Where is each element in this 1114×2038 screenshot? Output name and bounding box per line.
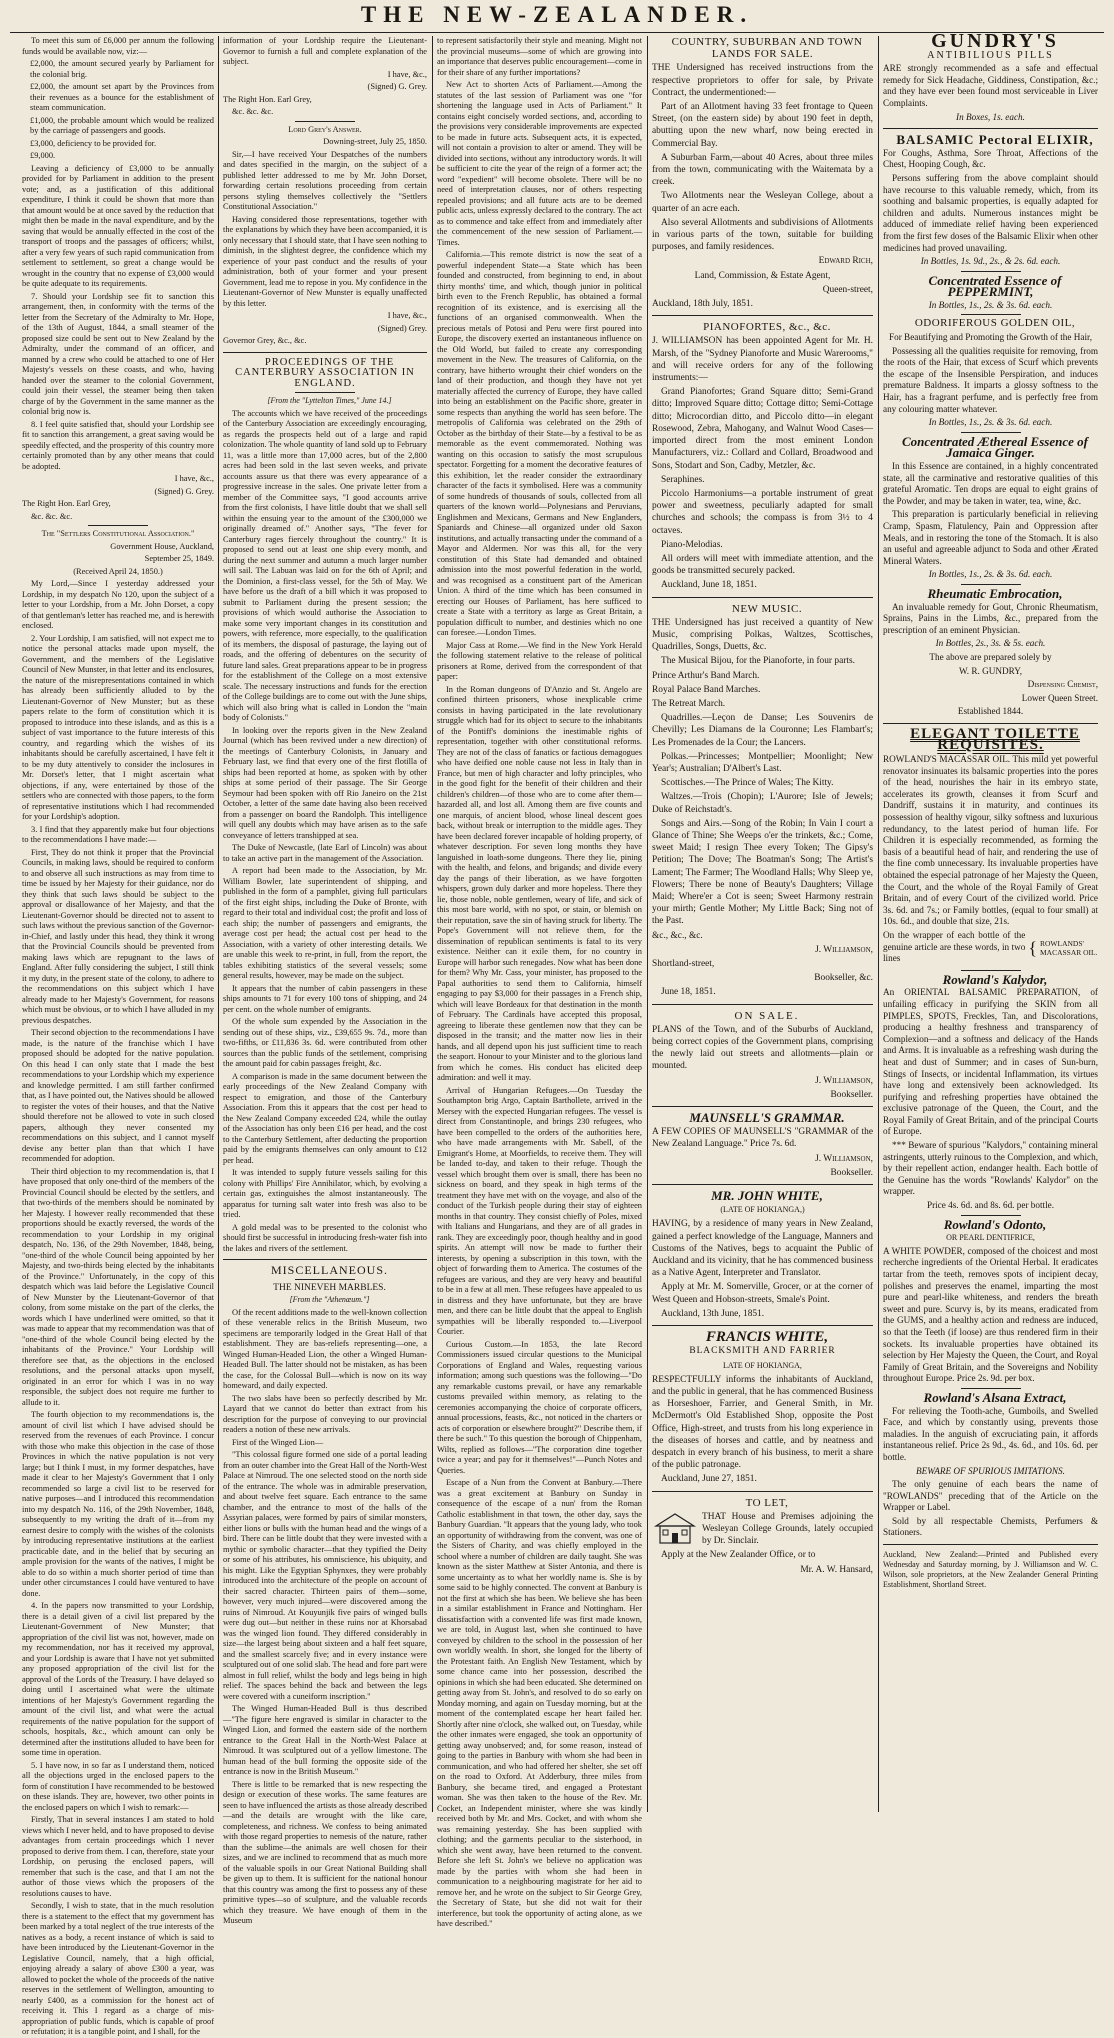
ad-warning: BEWARE OF SPURIOUS IMITATIONS. xyxy=(916,1465,1065,1476)
paragraph: The accounts which we have received of the proceedings of the Canterbury Association are exceedingly encouraging, as regards the prospects held out of a large and rapid colonization. The whole quantity of land sold up to February 11, was a little more than 17,000 acres, but of the 2,800 acres had been sold in the last seven weeks, and private accounts assure us that there was every appearance of a progressive increase in the sales. One private letter from a member of the Committee says, "I good accounts arrive from the first colonists, I have little doubt that we shall sell within the ensuing year to the amount of the £300,000 we originally dreamed of." Another says, "The fever for Canterbury rages fiercely throughout the country." It is proposed to send out at least one ship every month, and during the next summer and autumn a much larger number will sail. The Labuan was laid on for the 6th of April; and the Dominion, a first-class vessel, for the 5th of May. We have before us the draft of a bill which it was proposed to submit to Parliament during the present session; the provisions of which would authorise the Association to make some very important changes in its constitution and powers, with reference, more especially, to the qualification of its members, the disposal of pasturage, the laying out of roads, and the offering of debentures on the security of future land sales. Great preparations appear to be in progress for the establishment of the College on a most extensive scale. The necessary instructions and funds for the erection of the College buildings are to come out with the June ships, which will also bring what is called in London the "main body of Colonists." xyxy=(223,408,427,722)
paragraph: It appears that the number of cabin passengers in these ships amounts to 71 for every 100 tons of shipping, and 24 per cent. on the whole number of emigrants. xyxy=(223,983,427,1014)
ad-subtitle: For Beautifying and Promoting the Growth of the Hair, xyxy=(889,332,1092,343)
column-1 xyxy=(22,36,214,2036)
ad-text: In this Essence are contained, in a highly concentrated state, all the carminative and restorative qualities of this grateful Aromatic. Ten drops are equal to eight grains of the Powder, and may be taken in water, tea, wine, &c. xyxy=(883,461,1098,506)
paragraph: Secondly, I wish to state, that in the much resolution there is a statement to the effect that my government has been marked by a total neglect of the true interests of the natives as a body, a recent instance of which is said to have been introduced by the Lieutenant-Governor in the Legislative Council, namely, that a high official, enjoying already a salary of above £300 a year, was allowed to pocket the whole of the proceeds of the native reserves in the settlement of Wellington, amounting to nearly £400, as a commission for the honest act of receiving it. This I regard as a charge of mis-appropriation of public funds, which is capable of proof or refutation; it is a tangible point, and I shall, for the xyxy=(22,1901,214,2036)
divider xyxy=(961,970,1021,971)
addressee: Governor Grey, &c., &c. xyxy=(223,336,307,345)
brace-icon: { xyxy=(1028,937,1037,958)
divider xyxy=(223,1259,427,1260)
ad-title: MAUNSELL'S GRAMMAR. xyxy=(689,1110,845,1126)
list-item: £2,000, the amount set apart by the Provinces from their revenues as a bounce for the establishment of steam communication. xyxy=(30,82,214,112)
ad-text: A FEW COPIES OF MAUNSELL'S "GRAMMAR of the New Zealand Language." Price 7s. 6d. xyxy=(652,1127,873,1150)
ad-signature: Bookseller, &c. xyxy=(814,973,873,984)
ad-text: On the wrapper of each bottle of the genuine article are these words, in two lines xyxy=(883,929,1026,964)
ad-text: PLANS of the Town, and of the Suburbs of Auckland, being correct copies of the Government plans, comprising the newly laid out streets and allotments—plain or mounted. xyxy=(652,1024,873,1072)
divider xyxy=(961,271,1021,272)
paragraph: A report had been made to the Association, by Mr. William Bowler, late superintendent of shipping, and published in the form of a pamphlet, giving full particulars of the first eight ships, including the Duke of Bronte, with regard to their total and individual cost; the profit and loss of each ship; the number of passengers and emigrants, the average cost per head; the actual cost per head to the Association, with a variety of other interesting details. We are unable this week to re-print, in full, from the report, the tables exhibiting statistics of the several vessels; some general results, however, may be made on the subject. xyxy=(223,866,427,980)
ad-signature: Bookseller. xyxy=(830,1089,873,1100)
paragraph: The Winged Human-Headed Bull is thus described—"The figure here engraved is similar in character to the Winged Lion, and formed the eastern side of the northern entrance to the Great Hall in the North-West Palace at Nimroud. It was sculptured out of a yellow limestone. The human head of the bull forming the opposite side of the entrance is now in the British Museum." xyxy=(223,1704,427,1776)
signature: I have, &c., xyxy=(387,311,427,320)
dateline: Government House, Auckland, xyxy=(110,541,214,551)
ad-text: Royal Palace Band Marches. xyxy=(652,684,761,695)
divider xyxy=(961,432,1021,433)
ad-text: THE Undersigned has just received a quantity of New Music, comprising Polkas, Waltzes, Scottisches, Quadrilles, Songs, Duetts, &c. xyxy=(652,617,873,653)
ad-text: Grand Pianofortes; Grand Square ditto; Semi-Grand ditto; Improved Square ditto; Cottage ditto; Semi-Cottage ditto; Microcordian ditto, and Piccolo ditto—in elegant Rosewood, Zebra, Mahogany, and Walnut Wood Cases—imported direct from the most eminent London Manufacturers, viz.: Collard and Collard, Broadwood and Sons, Stodart and Son, Cadby, Metzler, &c. xyxy=(652,387,873,471)
paragraph: information of your Lordship require the Lieutenant-Governor to furnish a full and complete explanation of the subject. xyxy=(223,36,427,66)
ad-price: Price 4s. 6d. and 8s. 6d. per bottle. xyxy=(926,1200,1055,1211)
divider xyxy=(652,315,873,316)
ad-text: An invaluable remedy for Gout, Chronic Rheumatism, Sprains, Pains in the Limbs, &c., prepared from the prescription of an eminent Physician. xyxy=(883,601,1098,635)
paragraph: Firstly, That in several instances I am stated to hold views which I never held, and to have proposed to devise advantages from certain proceedings which I never proposed to derive from them. I can, therefore, state your Lordship, on perusing the enclosed papers, will remember that such is the case, and that I am not the author of those views which the proposers of the resolutions causes to have. xyxy=(22,1815,214,1898)
article-title: THE NINEVEH MARBLES. xyxy=(273,1282,386,1293)
column-5-ads xyxy=(883,30,1098,1812)
source-note: [From the "Athenæum."] xyxy=(289,1295,370,1304)
ad-text: Piccolo Harmoniums—a portable instrument of great power and sweetness, peculiarly adapted for small churches and schools; the compass is from 3½ to 4 octaves. xyxy=(652,488,873,536)
ad-text: This preparation is particularly beneficial in relieving Cramp, Spasm, Flatulency, Pain and Oppression after Meals, and in restoring the tone of the Stomach. It is also an useful and agreeable adjunct to Soda and other Ærated Mineral Waters. xyxy=(883,509,1098,566)
paragraph: New Act to shorten Acts of Parliament.—Among the statutes of the last session of Parliament was one "for shortening the language used in Acts of Parliament." It contains eight concisely worded sections, and, according to the provisions very considerable improvements are expected to be made in future acts. Subsequent acts, it is expected, will not contain a provision to alter or amend. They will be divided into sections, without any introductory words. It will be sufficient to cite the year of the reign of a former act; the word "expedient" will become obsolete. There will be no need of interpretation clauses, nor of others respecting repealed provisions; and all future acts are to be deemed public acts, unless expressly declared to the contrary. The act as to commence and take effect from and immediately after the commencement of the new session of Parliament.—Times. xyxy=(437,80,642,247)
ad-signature: W. R. GUNDRY, xyxy=(958,665,1023,676)
paragraph: Their third objection to my recommendation is, that I have proposed that only one-third of the members of the Provincial Council should be elected by the settlers, and that two-thirds of the members should be nominated by her Majesty. I however really recommended that these proportions should be exactly reversed, the words of the recommendation to your Lordship in my original despatch, No. 136, of the 29th November, 1848, being, "one-third of the whole Council being appointed by her Majesty, and two-thirds being elected by the inhabitants of the Province." Unfortunately, in the copy of this despatch which was laid before the Legislative Council of New Munster by the Lieutenant-Governor of that colony, from some mistake on the part of the clerks, the words which I have underlined were omitted, so that it was made to appear that my recommendation was that of "one-third of the whole Council being elected by the inhabitants of the Province." Your Lordship will therefore see that, as the objections in the enclosed resolutions, and the personal attacks upon myself, originated in an error for which I was in no way responsible, the subject does not require me further to allude to it. xyxy=(22,1166,214,1407)
ad-text: For relieving the Tooth-ache, Gumboils, and Swelled Face, and which by constantly using, prevents those maladies. In the anguish of excruciating pain, it affords instantaneous relief. Price 2s 9d., 4s. 6d., and 10s. 6d. per bottle. xyxy=(883,1405,1098,1462)
ad-text: J. WILLIAMSON has been appointed Agent for Mr. H. Marsh, of the "Sydney Pianoforte and Music Warerooms," and will receive orders for any of the following instruments:— xyxy=(652,336,873,384)
ad-subtitle: ANTIBILIOUS PILLS xyxy=(927,49,1054,61)
ad-price: In Bottles, 1s., 2s. & 3s. 6d. each. xyxy=(928,569,1053,580)
paragraph: In the Roman dungeons of D'Anzio and St. Angelo are confined thirteen prisoners, whose inexplicable crime consists in having participated in the late revolutionary struggle which had for its object to secure to the inhabitants of the Pontiff's dominions the inestimable rights of representation, together with other constitutional reforms. They are not of the class of fanatics or factious demagogues who have deified one noble cause not less in Italy than in France, but men of high character and lofty principles, who in the good fight for the benefit of their children and their children's children—of those who are to come after them—hazarded all, and lost all. Among them are five counts and one marquis, of ancient blood, whose lineal descent goes back, without break or interruption to the middle ages. They have been declared forever incapable of holding property, of whatever description. For seven long months they have languished in loath-some dungeons. There they lie, pining with the health, and felons, and brigands; and divide every day the pangs of their liberation, as we have forgotten whispers, grown duly darker and more hopeless. There they lie, those noble, noble gentlemen, weary of life, and sick of this most bare world, with no spot, or stain, or blemish on their reputation, save the sin of having struck for liberty. The Pope's Government will not relieve them, for the dissemination of republican sentiments is fatal to its very existence. Neither can it exile them, for no country in Europe will harbor such renegades. Now what has been done for them? Why Mr. Cass, your minister, has proposed to the Papal authorities to send them to California, himself engaging to pay $3,000 for their passages in a French ship, which will leave Bordeaux for that destination in the month of February. The Cardinals have accepted this proposal, agreeing to liberate these gentlemen now that they can be disposed in the transit; and the matter now lies in their hands, and all depend upon his just sufficient time to reach the seaport. Honour to your Minister and to the glorious land from which he comes. His conduct has elicited deep admiration: and well it may. xyxy=(437,684,642,1082)
ad-signature: Land, Commission, & Estate Agent, xyxy=(694,270,831,281)
paragraph: First, They do not think it proper that the Provincial Councils, in making laws, should be required to conform to and observe all such instructions as may from time to time be issued by her Majesty for their guidance, nor do they think that such laws should be subject to the approval or disallowance of her Majesty, and that the Lieutenant-Governor should be directed not to assent to such laws without the previous sanction of the Governor-in-Chief, and lastly under this head, they think it wrong that the Provincial Councils should be prevented from making laws which are repugnant to the laws of England. After fully considering the subject, I still think it my duty, in the present state of the colony, to adhere to the recommendations on this subject which I have already made to her Majesty's Government, for reasons which must be obvious, or to which I have alluded in my previous despatches. xyxy=(22,847,214,1025)
divider xyxy=(295,1279,355,1280)
column-2 xyxy=(223,36,427,1925)
subheading: Lord Grey's Answer. xyxy=(288,124,362,134)
wrapper-note xyxy=(883,930,1098,967)
ad-signature: Lower Queen Street. xyxy=(1021,692,1098,703)
ad-title: PIANOFORTES, &c., &c. xyxy=(703,321,831,334)
column-3 xyxy=(437,36,642,1928)
ad-date: Auckland, 18th July, 1851. xyxy=(652,299,753,310)
ad-text: A Suburban Farm,—about 40 Acres, about three miles from the town, communicating with the Waitemata by a creek. xyxy=(652,152,873,188)
ad-text: ARE strongly recommended as a safe and effectual remedy for Sick Headache, Giddiness, Constipation, &c.; and they have ever been found most serviceable in Liver Complaints. xyxy=(883,63,1098,108)
ad-text: Possessing all the qualities requisite for removing, from the roots of the Hair, that excess of Scurf which prevents the escape of the Insensible Perspiration, and induces premature Baldness. It imparts a glossy softness to the Hair, has a fragrant perfume, and is perfectly free from any colouring matter whatever. xyxy=(883,345,1098,414)
ad-price: In Bottles, 2s., 3s. & 5s. each. xyxy=(935,638,1046,649)
ad-established: Established 1844. xyxy=(957,706,1024,717)
paragraph: Sir,—I have received Your Despatches of the numbers and dates specified in the margin, on the subject of a published letter addressed to me by Mr. John Dorset, forwarding certain resolutions proceeding from certain persons styling themselves collectively the "Settlers Constitutional Association." xyxy=(223,149,427,211)
ad-title: GUNDRY'S xyxy=(931,30,1059,52)
ad-text: Polkas.—Princesses; Montpellier; Moonlight; New Year's; Australian; D'Albert's Last. xyxy=(652,751,873,774)
paragraph: In looking over the reports given in the New Zealand Journal (which has been revived under a new direction) of the meetings of Canterbury Colonists, in January and February last, we find that every one of the first flotilla of ships had been reported at home, as spoken with by other ships at some period of their passage. The Sir George Seymour had been spoken with off Rio Janeiro on the 21st October, a letter of the same date having also been received from a passenger on board the Randolph. This intelligence will quell any doubts which may have arisen as to the safe conveyance of letters transhipped at sea. xyxy=(223,725,427,840)
ad-title: Concentrated Essence of PEPPERMINT, xyxy=(928,272,1062,300)
ad-text: *** Beware of spurious "Kalydors," containing mineral astringents, utterly ruinous to the Complexion, and which, by their repellent action, endanger health. Each bottle of the Genuine has the words "Rowlands' Kalydor" on the wrapper. xyxy=(883,1140,1098,1197)
signature: (Signed) G. Grey. xyxy=(154,486,214,496)
brace-label: ROWLANDS' MACASSAR OIL. xyxy=(1040,939,1098,958)
ad-signature: Mr. A. W. Hansard, xyxy=(800,1564,873,1575)
paragraph: California.—This remote district is now the seat of a powerful independent State—a State which has been founded and constructed, from beginning to end, in about thirty months' time, and which, though junior in political birth even to the French Republic, has obtained a formal recognition of its existence, and is exercising all the functions of an organised commonwealth. When the precious metals of Potosi and Peru were first poured into Europe, the discovery exerted an instantaneous influence on the Old World, but failed to create any corresponding movement in the New. The treasures of California, on the contrary, have hitherto wrought their chief wonders on the land of their production, and though they have not yet materially affected the currency of Europe, they have called into being an establishment on the Pacific shore, greater in some respects than anything the world has seen before. The metropolis of California was celebrated on the 29th of October as the birthday of their State—by a festival to be as memorable as the event commemorated. Nothing was wanting on this occasion to satisfy the most scrupulous spectator. Forgetting for a moment the decorative features of this exhibition, let the reader consider the extraordinary character of the facts it symbolised. Here was a community of some hundreds of thousands of souls, collected from all quarters of the known world—Polynesians and Peruvians, Englishmen and Mexicans, Germans and New Englanders, Spaniards and Chinese—all organized under old Saxon institutions, and actually transacting under the command of a Mayor and Aldermen. Nor was this all, for the very constitution of this State had demanded and obtained admission into the most powerful federation in the world, and was recognised as a constituent part of the American Union. A third of the time which has been consumed in erecting our Houses of Parliament, has here sufficed to create a State with a territory as large as Great Britain, a population difficult to number, and destinies which no one can foresee.—London Times. xyxy=(437,250,642,637)
ad-date: Auckland, June 27, 1851. xyxy=(661,1474,757,1485)
ad-title: ELEGANT TOILETTE REQUISITES. xyxy=(910,725,1080,754)
divider xyxy=(295,392,355,393)
paragraph: The fourth objection to my recommendations is, the amount of civil list which I have advised should be reserved from the revenues of each Province. I concur with those who make this objection in the case of those Provinces in which the native population is not very large; but I think I must, in my former despatches, have made it clear to her Majesty's Government that I only recommended so large a civil list to be reserved for native purposes—and I introduced this recommendation into my despatch No. 116, of the 29th November, 1848, subsequently to my writing the draft of it—from my earnest desire to comply with the wishes of the colonists by introducing representative institutions at the earliest practicable date, and in the belief that by securing an ample provision for the wants of the natives, I might be able to do so within a much shorter period of time than under other circumstances I could have ventured to have done. xyxy=(22,1410,214,1598)
ad-price: In Bottles, 1s., 2s. & 3s. 6d. each. xyxy=(928,299,1053,310)
addressee: &c. &c. &c. xyxy=(232,107,274,116)
paragraph: Escape of a Nun from the Convent at Banbury.—There was a great excitement at Banbury on Sunday in consequence of the escape of a nun' from the Roman Catholic establishment in that town, the other day, says the Banbury Guardian. "It appears that the young lady, who took an opportunity of withdrawing from the convent, was one of the Sisters of Charity, and was chiefly employed in the school where a number of children are daily taught. She was known as the sister Matthew at Sister Antonia, and there is some uncertainty as to what her worldly name is. She is by some said to be highly connected. The convent at Banbury is not the first at which she has been. We believe she has been in a similar establishment in France and Nottingham. Her dissatisfaction with a convented life was first made known, we are told, in August last, when she continued to have conveyed by children to the school in the possession of her own worldly wealth. In short, she longed for the liberty of the Protestant faith. An English New Testament, which by some chance came into her possession, described the opinions in which she had been educated. She determined on getting away from St. John's, and resolved to do so early on Monday morning, and again on Tuesday morning, but at the moment of the contemplated escape her heart failed her. Shortly after nine o'clock, she walked out, on Tuesday, while the other inmates were engaged, she took an opportunity of getting away unobserved; and, for some reason, instead of going to the parties in Banbury with whom she had been in communication, and who had offered her shelter, she set off on the road to Oxford. At Adderbury, three miles from Banbury, she became tired, and engaged a Protestant woman. She was then taken to the house of the Rev. Mr. Cocket, an Independent minister, where she was kindly received both by Mr. and Mrs. Cocket, and with whom she was remaining yesterday. She has been supplied with clothing; and the garments peculiar to the sisterhood, in which she went away, have been returned to the convent. Before she left St. John's we believe no application was made by the parties with whom she had been in communication to a neighbouring magistrate for her aid to remove her, and he wrote on the subject to Sir George Grey, the Secretary of State, but she did not wait for their interference, but took the opportunity of acting alone, as we have described." xyxy=(437,1478,642,1928)
ad-price: In Bottles, 1s. 9d., 2s., & 2s. 6d. each. xyxy=(920,256,1061,267)
ad-subtitle: (LATE OF HOKIANGA,) xyxy=(720,1205,805,1215)
ad-signature: Dispensing Chemist, xyxy=(1027,679,1098,690)
ad-title: Rowland's Alsana Extract, xyxy=(923,1389,1067,1405)
ad-title: Rowland's Kalydor, xyxy=(942,971,1048,987)
paragraph: to represent satisfactorily their style and meaning. Might not the provincial museums—some of which are growing into an importance that deserves public encouragement—come in for their share of any further importations? xyxy=(437,36,642,77)
paragraph: To meet this sum of £6,000 per annum the following funds would be available now, viz:— xyxy=(22,36,214,56)
ad-text: Waltzes.—Trois (Chopin); L'Aurore; Isle of Jewels; Duke of Reichstadt's. xyxy=(652,792,873,815)
paragraph: Having considered those representations, together with the explanations by which they have been accompanied, it is only necessary that I should state, that I have seen nothing to diminish, in the slightest degree, the confidence which my experience of your past conduct and the results of your administration, both of your former and your present Government, lead me to repose in you. My confidence in the Lieutenant-Governor of New Munster is equally unaffected by this letter. xyxy=(223,214,427,308)
ad-text: Also several Allotments and subdivisions of Allotments in various parts of the town, suitable for building purposes, and family residences. xyxy=(652,217,873,253)
column-4-ads xyxy=(652,36,873,1812)
list-item: £1,000, the probable amount which would be realized by the carriage of passengers and goods. xyxy=(30,115,214,135)
paragraph: Curious Custom.—In 1853, the late Record Commissioners issued circular questions to the Municipal Corporations of England and Wales, requesting various information; among such questions was the following—"Do any remarkable customs prevail, or have any remarkable customs prevailed within memory, as relating to the ceremonies accompanying the choice of corporate officers, annual processions, feasts, &c., not noticed in the charters or acts of corporation or elsewhere brought?" Describe them, if there be such." To this question the borough of Chippenham, Wilts, replied as follows—"The corporation dine together twice a year; and pay for it themselves!"—Punch Notes and Queries. xyxy=(437,1339,642,1475)
house-icon xyxy=(652,1511,698,1545)
column-rule xyxy=(218,36,219,1812)
paragraph: Their second objection to the recommendations I have made, is the nature of the franchise which I have proposed should be adopted for the native population. On this head I can only state that I made the best recommendations to your Lordship which my experience and knowledge permitted. I am still farther confirmed that, as I have pointed out, the Natives should be allowed to register the votes of their houses, and that the Native should therefore not be allowed to vote in such closed papers, although they never consented my recommendations on this subject, and I cannot myself devise any better plan than that which I have recommended for adoption. xyxy=(22,1028,214,1163)
divider xyxy=(652,1004,873,1005)
dateline: Downing-street, July 25, 1850. xyxy=(323,137,427,146)
ad-title: ODORIFEROUS GOLDEN OIL, xyxy=(914,317,1076,330)
ad-signature: Edward Rich, xyxy=(818,256,873,267)
signature: (Signed) Grey. xyxy=(377,323,427,333)
imprint: Auckland, New Zealand:—Printed and Published every Wednesday and Saturday morning, by J. Williamson and W. C. Wilson, sole proprietors, at the New Zealander General Printing Establishment, Shortland Street. xyxy=(883,1550,1098,1590)
ad-title: Rowland's Odonto, xyxy=(943,1216,1047,1232)
ad-signature: Queen-street, xyxy=(822,284,873,295)
ad-text: Quadrilles.—Leçon de Danse; Les Souvenirs de Chevilly; Les Diamans de la Couronne; Les Flambart's; Les Promenades de la Cour; the Lancers. xyxy=(652,713,873,748)
ad-title: MR. JOHN WHITE, xyxy=(711,1188,823,1204)
paragraph: The two slabs have been so perfectly described by Mr. Layard that we cannot do better than extract from his description for the purpose of conveying to our provincial readers a notion of these new arrivals. xyxy=(223,1393,427,1434)
ad-title: BALSAMIC Pectoral ELIXIR, xyxy=(896,132,1094,148)
paragraph: Leaving a deficiency of £3,000 to be annually provided for by Parliament in addition to the present vote; and, as a justification of this additional expenditure, I think it could be shown that more than that amount would be at once saved by the reduction that might then be made in the naval expenditure, and by the saving that would be annually effected in the cost of the transport of troops and the passages of officers; whilst, after a very few years of such rapid communication from settlement to settlement, so great a change would be wrought in the country that no expense of £3,000 would be quite adequate to its requirements. xyxy=(22,163,214,288)
paragraph: Of the recent additions made to the well-known collection of these venerable relics in the British Museum, two specimens are temporarily lodged in the Great Hall of that establishment. They are bas-reliefs representing—one, a Winged Human-Headed Lion, the other a Winged Human-Headed Bull. The latter should not be mistaken, as has been the case, for the Colossal Bull—which is now on its way homeward, and daily expected. xyxy=(223,1307,427,1390)
signature: I have, &c., xyxy=(387,69,427,79)
ad-text: THE Undersigned has received instructions from the respective proprietors to offer for sale, by Private Contract, the undermentioned:— xyxy=(652,63,873,98)
divider xyxy=(961,1388,1021,1389)
paragraph: A gold medal was to be presented to the colonist who should first be successful in introducing fresh-water fish into the lakes and rivers of the settlement. xyxy=(223,1222,427,1253)
paragraph: 8. I feel quite satisfied that, should your Lordship see fit to sanction this arrangement, a great saving would be speedily effected, and the prosperity of this country more certainly promoted than by any other means that could be adopted. xyxy=(22,419,214,471)
ad-subtitle: OR PEARL DENTIFRICE, xyxy=(946,1233,1035,1243)
ad-date: Auckland, June 18, 1851. xyxy=(661,580,757,591)
divider xyxy=(961,1215,1021,1216)
ad-place: Shortland-street, xyxy=(652,959,715,970)
ad-title: ON SALE. xyxy=(734,1009,800,1022)
ad-subtitle: LATE OF HOKIANGA, xyxy=(723,1360,802,1370)
divider xyxy=(883,723,1098,724)
ad-text: The only genuine of each bears the name of "ROWLANDS" preceding that of the Article on the Wrapper or Label. xyxy=(883,1479,1098,1513)
divider xyxy=(223,352,427,353)
divider xyxy=(652,1184,873,1185)
ad-price: In Bottles, 1s., 2s. & 3s. 6d. each. xyxy=(928,417,1053,428)
ad-text: The Musical Bijou, for the Pianoforte, in four parts. xyxy=(661,656,855,667)
ad-title: FRANCIS WHITE, xyxy=(705,1329,829,1346)
addressee: The Right Hon. Earl Grey, xyxy=(22,499,111,508)
addressee: &c. &c. &c. xyxy=(31,511,73,521)
ad-text: An ORIENTAL BALSAMIC PREPARATION, of unfailing efficacy in purifying the SKIN from all PIMPLES, SPOTS, Freckles, Tan, and Discolorations, producing a healthy freshness and transparency of Complexion—and a softness and delicacy of the Hands and Arms. It is invaluable as a refreshing wash during the heat and dust of Summer; and in cases of Sun-burn, Stings of Insects, or incidental Inflammation, its virtues have long and extensively been acknowledged. Its purifying and refreshing properties have obtained the exclusive patronage of the Queen, the Court, and the Royal Family of Great Britain, and of the principal Courts of Europe. xyxy=(883,987,1098,1137)
divider xyxy=(961,314,1021,315)
paragraph: First of the Winged Lion— xyxy=(232,1437,324,1447)
divider xyxy=(652,1491,873,1492)
ad-signature: J. Williamson, xyxy=(815,1075,873,1086)
paragraph: 2. Your Lordship, I am satisfied, will not expect me to notice the personal attacks made upon myself, the Government, and the members of the Legislative Council of New Munster, in that letter and its enclosures, the nature of the misrepresentations contained in which has already been sufficiently alluded to by the Lieutenant-Governor of New Munster; but as these papers relate to the form of constitution which it is proposed to introduce into these islands, and as this is a subject of vast importance to the future interests of this country, and regarding which the wishes of its inhabitants should be carefully ascertained, I have felt it to be my duty attentively to consider the inclosures in Mr. Dorset's letter, that I might ascertain what objections, if any, were entertained by those of the settlers who are connected with those papers, to the form of representative institutions which I had recommended for your Lordship's adoption. xyxy=(22,633,214,821)
column-rule xyxy=(432,36,433,1812)
ad-text: Songs and Airs.—Song of the Robin; In Vain I court a Glance of Thine; She Weeps o'er the trinkets, &c.; Come, sweet Maid; I resign Thee every Token; The Gipsy's Petition; The Dove; The Boatman's Song; The Artist's Lament; The Farmer; The Woodland Halls; Why Sleep ye, Flowers; There be none of Beauty's Daughters; Village Maid; Where'er a Cot is seen; Sweet Harmony restrain your mirth; Gentle Mother; My Little Back; Sing not of the Past. xyxy=(652,818,873,927)
ad-text: Seraphines. xyxy=(661,474,705,485)
ad-date: June 18, 1851. xyxy=(661,987,716,998)
ad-title: NEW MUSIC. xyxy=(731,602,803,615)
ad-text: Prince Arthur's Band March. xyxy=(652,670,760,681)
paragraph: 7. Should your Lordship see fit to sanction this arrangement, then, in conformity with the terms of the letter from the Secretary of the Admiralty to Mr. Hope, of the 13th of August, 1844, a small steamer of the proposed size could be sent out to New Zealand by the Admiralty, under the command of an officer, and manned by a crew who could be attached to one of Her Majesty's vessels on these coasts, and who, having handed over the steamer to the colonial Government, could join their vessel, the steamer being then taken charge of by the Government in the same manner as the colonial brig now is. xyxy=(22,291,214,416)
ad-text: HAVING, by a residence of many years in New Zealand, gained a perfect knowledge of the Language, Manners and Customs of the Natives, begs to acquaint the Public of Auckland and its vicinity, that he has commenced business as a Native Agent, Interpreter and Translator. xyxy=(652,1219,873,1279)
divider xyxy=(652,1106,873,1107)
ad-price: In Boxes, 1s. each. xyxy=(956,111,1025,122)
section-title: PROCEEDINGS OF THE CANTERBURY ASSOCIATION IN ENGLAND. xyxy=(235,356,415,389)
ad-text: For Coughs, Asthma, Sore Throat, Affections of the Chest, Hooping Cough, &c. xyxy=(883,147,1098,170)
ad-text: The above are prepared solely by xyxy=(929,651,1052,662)
ad-text: Apply at Mr. M. Somerville, Grocer, or at the corner of West Queen and Hobson-streets, Smale's Point. xyxy=(652,1282,873,1305)
ad-text: ROWLAND'S MACASSAR OIL. This mild yet powerful renovator insinuates its balsamic properties into the pores of the head, nourishes the hair in its embryo state, accelerates its growth, cleanses it from Scurf and Dandriff, sustains it in maturity, and continues its possession of healthy vigour, silky softness and luxurious redundancy, to the latest period of human life. For Children it is especially recommended, as forming the basis of a beautiful head of hair, and rendering the use of the fine comb unnecessary. Its invaluable properties have obtained the especial patronage of her Majesty the Queen, the Court, and the whole of the Royal Family of Great Britain, and of every Court of the civilized world. Price 3s. 6d. and 7s.; or Family bottles, (equal to four small) at 10s. 6d., and double that size, 21s. xyxy=(883,754,1098,927)
subheading: The "Settlers Constitutional Association." xyxy=(41,529,195,538)
ad-title: Concentrated Æthereal Essence of Jamaica Ginger. xyxy=(902,433,1088,461)
list-item: £2,000, the amount secured yearly by Parliament for the colonial brig. xyxy=(30,59,214,79)
signature: I have, &c., xyxy=(174,474,214,483)
ad-text: The Retreat March. xyxy=(652,698,726,709)
ad-text: RESPECTFULLY informs the inhabitants of Auckland, and the public in general, that he has commenced Business as Horseshoer, Farrier, and General Smith, in Mr. McDermott's Old Established Shop, opposite the Post Office, High-street, and trusts from his long experience in the diseases of horses and cattle, and by neatness and despatch in every branch of his business, to merit a share of the public patronage. xyxy=(652,1374,873,1471)
paragraph: The Duke of Newcastle, (late Earl of Lincoln) was about to take an active part in the management of the Association. xyxy=(223,843,427,863)
ad-title: COUNTRY, SUBURBAN AND TOWN LANDS FOR SALE. xyxy=(671,36,863,61)
section-title: MISCELLANEOUS. xyxy=(270,1263,388,1277)
ad-title: Rheumatic Embrocation, xyxy=(927,585,1063,601)
divider xyxy=(295,121,355,122)
paragraph: Major Cass at Rome.—We find in the New York Herald the following statement relative to the release of political prisoners at Rome, derived from the correspondent of that paper: xyxy=(437,640,642,681)
ad-subtitle: BLACKSMITH AND FARRIER xyxy=(689,1346,836,1357)
ad-text: THAT House and Premises adjoining the Wesleyan College Grounds, lately occupied by Dr. Sinclair. xyxy=(702,1511,873,1547)
divider xyxy=(883,128,1098,129)
ad-signature: J. Williamson, xyxy=(815,1153,873,1164)
ad-signature: J. Williamson, xyxy=(815,944,873,955)
received-note: (Received April 24, 1850.) xyxy=(73,566,163,576)
paragraph: Of the whole sum expended by the Association in the sending out of these ships, viz., £39,655 9s. 7d., more than two-fifths, or £11,836 3s. 6d. were contributed from other sources than the public funds of the settlement, comprising the amount paid for cabin passages freight, &c. xyxy=(223,1017,427,1068)
divider xyxy=(88,525,148,526)
paragraph: 4. In the papers now transmitted to your Lordship, there is a detail given of a civil list prepared by the Lieutenant-Government of New Munster; that appropriation of the civil list was not, however, made on my recommendation, nor has it received my approval, and your Lordship is aware that I have not yet submitted any proposed appropriation of the civil list for the approval of the Lords of the Treasury. I have delayed so doing until I ascertained what were the ultimate intentions of her Majesty's Government regarding the amount of the civil list, and what were the actual requirements of the native population for the support of schools, hospitals, &c., which amount can only be determined after the institutions alluded to have been for some time in operation. xyxy=(22,1601,214,1757)
ad-title: TO LET, xyxy=(745,1496,789,1509)
source-note: [From the "Lyttelton Times," June 14.] xyxy=(267,396,392,405)
dateline: September 25, 1849. xyxy=(144,554,214,563)
paragraph: There is little to be remarked that is new respecting the design or execution of these works. The same features are seen to have influenced the artists as those already described—and the details are wrought with the like care, completeness, and richness. We confess to being animated with those regard properties to nemesis of the nature, rather than the sublime—the animals are well chosen for their sizes, and we are inclined to recommend that as much more of the valuable spoils in our Great National Building shall be given up to them. It is sufficient for the national honour that this country was among the first to possess any of these primitive types—so of sculpture, and the valuable records which they treasure. We have enough of them in the Museum xyxy=(223,1779,427,1925)
ad-text: Scottisches.—The Prince of Wales; The Kitty. xyxy=(661,778,834,789)
list-item: £3,000, deficiency to be provided for. xyxy=(30,138,157,148)
paragraph: 3. I find that they apparently make but four objections to the recommendations I have made:— xyxy=(22,824,214,844)
ad-text: Part of an Allotment having 33 feet frontage to Queen Street, (on the eastern side) by about 190 feet in depth, abutting upon the new wharf, now being erected in Commercial Bay. xyxy=(652,102,873,149)
divider xyxy=(883,1544,1098,1545)
ad-text: &c., &c., &c. xyxy=(652,930,703,941)
total: £9,000. xyxy=(30,151,56,160)
ad-text: Piano-Melodias. xyxy=(661,539,723,550)
ad-text: All orders will meet with immediate attention, and the goods be transmitted securely packed. xyxy=(652,553,873,577)
ad-text: Apply at the New Zealander Office, or to xyxy=(661,1550,816,1561)
column-rule xyxy=(878,36,879,1812)
divider xyxy=(652,597,873,598)
divider xyxy=(961,584,1021,585)
addressee: The Right Hon. Earl Grey, xyxy=(223,94,312,104)
ad-date: Auckland, 13th June, 1851. xyxy=(661,1308,765,1319)
paragraph: 5. I have now, in so far as I understand them, noticed all the objections urged in the enclosed papers to the form of constitution I have recommended to be bestowed on these islands. They are, however, two other points in the enclosed papers on which I wish to remark:— xyxy=(22,1760,214,1812)
to-let-block xyxy=(652,1511,873,1550)
paragraph: It was intended to supply future vessels sailing for this colony with Phillips' Fire Annihilator, which, by evolving a certain gas, extinguishes the almost instantaneously. The apparatus for turning salt water into fresh was also to be tried. xyxy=(223,1168,427,1219)
ad-text: A WHITE POWDER, composed of the choicest and most recherche ingredients of the Oriental Herbal. It eradicates tartar from the teeth, removes spots of incipient decay, polishes and preserves the enamel, imparting the most pure and pearl-like whiteness, and renders the breath sweet and pure. Scurvy is, by its means, eradicated from the GUMS, and a healthy action and redness are induced, so that the Teeth (if loose) are thus rendered firm in their sockets. Its invaluable properties have obtained its selection by Her Majesty the Queen, the Court, and Royal Family of Great Britain, and the Sovereigns and Nobility throughout Europe. Price 2s. 9d. per box. xyxy=(883,1245,1098,1384)
paragraph: "This colossal figure formed one side of a portal leading from an outer chamber into the Great Hall of the North-West Palace at Nimroud. The one selected stood on the north side of the entrance. The whole was in admirable preservation, and about twelve feet square. Each entrance to the same chamber, and the entrance to most of the halls of the Assyrian palaces, were formed by pairs of similar monsters, either lions or bulls with the human head and the wings of a bird. There can be little doubt that they were invested with a mythic or symbolic character—that they typified the Deity or some of his attributes, his omniscience, his ubiquity, and his might. Like the Egyptian Sphynxes, they were probably introduced into the architecture of the people on account of their sacred character. Thirteen pairs of them—some, however, very much injured—were discovered among the ruins of Nimroud. At Kouyunjik five pairs of winged bulls were dug out—but neither in these ruins nor at Khorsabad was the winged lion found. They differed considerably in size—the largest being about sixteen and a half feet square, and the smallest scarcely five; and in every instance were sculptured out of one solid slab. The head and fore part were almost in full relief, whilst the body and legs being in high relief. The spaces behind the back and between the legs were covered with a cuneiform inscription." xyxy=(223,1450,427,1701)
column-rule xyxy=(647,36,648,1812)
masthead: THE NEW-ZEALANDER. xyxy=(360,2,754,27)
ad-text: Two Allotments near the Wesleyan College, about a quarter of an acre each. xyxy=(652,191,873,214)
signature: (Signed) G. Grey. xyxy=(367,82,427,91)
paragraph: A comparison is made in the same document between the early proceedings of the New Zealand Company with respect to emigration, and those of the Canterbury Association. From this it appears that the cost per head to the New Zealand Company exceeded £24, while the outlay of the Association has only been £16 per head, and the cost to the Canterbury Settlement, after deducting the proportion paid by the emigrants themselves can only amount to £12 per head. xyxy=(223,1071,427,1165)
ad-text: Sold by all respectable Chemists, Perfumers & Stationers. xyxy=(883,1515,1098,1538)
paragraph: Arrival of Hungarian Refugees.—On Tuesday the Southampton brig Argo, Captain Barthollete, arrived in the Mersey with the expected Hungarian refugees. The vessel is direct from Constantinople, and brings 230 refugees, who have been compelled to the orders of the authorities here, who have made arrangements with Mr. Sabell, of the Emigrant's Home, at Moorfields, to receive them. They will be landed to-day, and taken to their refuge. Though the vessel which brought them over is small, there has been no sickness on board, and they speak in high terms of the treatment they have met with on the voyage, and also of the conduct of the Turkish people during their stay of eighteen months in that country. They consist chiefly of Poles, mixed with Italians and Hungarians, and they are of all grades in rank. They are exceedingly poor, though healthy and in good spirits. An attempt will now be made to further their interests, by opening a subscription in this town, with the object of forwarding them to America. The costumes of the refugees are various, and they are very heavy and beautiful to be in a few at all men. These refugees have appealed to us in distress and they have unfortunate, but they are brave men, and there can be little doubt that the appeal to English sympathies will be liberally responded to.—Liverpool Courier. xyxy=(437,1085,642,1336)
divider xyxy=(652,1325,873,1326)
paragraph: My Lord,—Since I yesterday addressed your Lordship, in my despatch No 120, upon the subject of a letter to your Lordship, from a Mr. John Dorset, a copy of that gentleman's letter has reached me, and is herewith enclosed. xyxy=(22,579,214,630)
ad-text: Persons suffering from the above complaint should have recourse to this valuable remedy, which, from its soothing and balsamic properties, is equally adapted for children and adults. Numerous instances might be adduced of immediate relief having been experienced from the first few doses of the Balsamic Elixir when other medicines had proved unavailing. xyxy=(883,172,1098,253)
ad-signature: Bookseller. xyxy=(830,1167,873,1178)
